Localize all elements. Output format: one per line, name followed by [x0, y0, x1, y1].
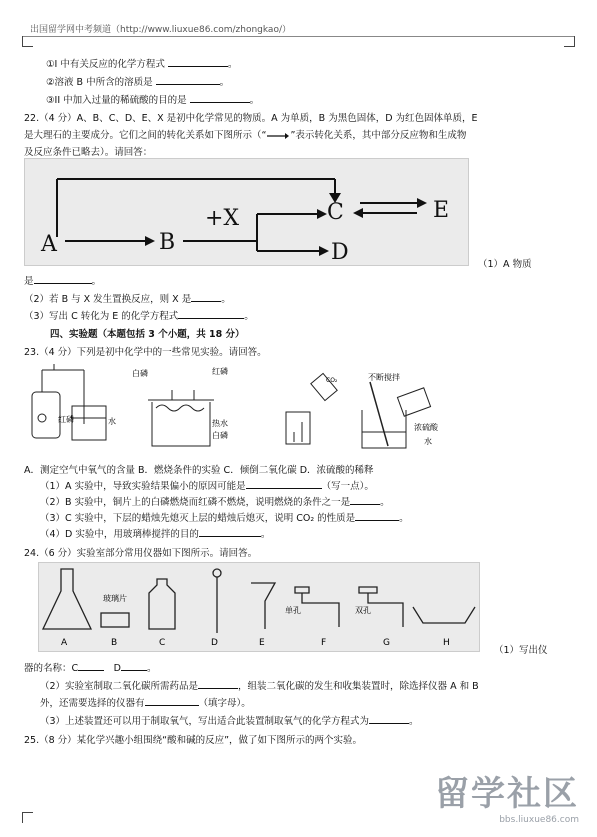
- arrow-head: [317, 209, 327, 219]
- node-e: E: [433, 198, 450, 223]
- q22-1-b: 是 。: [24, 276, 102, 287]
- answer-blank: [34, 274, 92, 284]
- label-e: E: [259, 638, 265, 648]
- answer-blank: [355, 511, 399, 521]
- answer-blank: [78, 661, 104, 671]
- q25-stem: 25.（8 分）某化学兴趣小组围绕“酸和碱的反应”，做了如下图所示的两个实验。: [24, 735, 363, 746]
- q24-2-b: 外，还需要选择的仪器有 （填字母）。: [40, 698, 251, 709]
- answer-blank: [350, 495, 380, 505]
- glass-plate-b: [101, 613, 129, 627]
- q22-3: （3）写出 C 转化为 E 的化学方程式 。: [24, 311, 254, 322]
- q24-2-a: （2）实验室制取二氧化碳所需药品是 ，组装二氧化碳的发生和收集装置时，除选择仪器 A 和 B: [40, 681, 479, 692]
- arrow-head: [417, 198, 427, 208]
- text-line-3: ③II 中加入过量的稀硫酸的目的是 。: [46, 95, 260, 106]
- corner-mark-tl: [22, 36, 33, 47]
- label-conc-acid: 浓硫酸: [414, 423, 438, 432]
- q22-diagram-svg: [25, 159, 468, 265]
- arrow-head: [145, 236, 155, 246]
- q23-4: （4）D 实验中，用玻璃棒搅拌的目的 。: [40, 529, 271, 540]
- q23-options: A．测定空气中氧气的含量 B．燃烧条件的实验 C．倾倒二氧化碳 D．浓硫酸的稀释: [24, 465, 374, 476]
- single-hole-f: [295, 587, 339, 627]
- label-h: H: [443, 638, 450, 648]
- q24-3: （3）上述装置还可以用于制取氧气，写出适合此装置制取氧气的化学方程式为 。: [40, 716, 419, 727]
- q23-stem: 23.（4 分）下列是初中化学中的一些常见实验。请回答。: [24, 347, 267, 358]
- answer-blank: [198, 679, 238, 689]
- q22-1-a: （1）A 物质: [478, 259, 532, 270]
- q24-figure-svg: [39, 563, 479, 651]
- answer-blank: [246, 479, 322, 489]
- reagent-x: +X: [205, 206, 240, 231]
- node-c: C: [327, 200, 344, 225]
- text-line-2: ②溶液 B 中所含的溶质是 。: [46, 77, 230, 88]
- node-a: A: [41, 232, 57, 257]
- q22-line-b: 是大理石的主要成分。它们之间的转化关系如下图所示（“ ”表示转化关系，其中部分反应物和生成物: [24, 130, 467, 141]
- q22-line-a: 22.（4 分）A、B、C、D、E、X 是初中化学常见的物质。A 为单质，B 为黑色固体，D 为红色固体单质，E: [24, 113, 478, 124]
- node-d: D: [331, 240, 349, 265]
- arrow-head: [319, 246, 329, 256]
- corner-mark-tr: [564, 36, 575, 47]
- label-d: D: [211, 638, 218, 648]
- funnel-e: [251, 583, 275, 629]
- section-4-title: 四、实验题（本题包括 3 个小题，共 18 分）: [50, 329, 245, 340]
- label-red-phosphorus: 红磷: [58, 415, 74, 424]
- beaker-a: [72, 406, 106, 440]
- q24-1-b: 器的名称：C D 。: [24, 663, 157, 674]
- label-co2: CO₂: [326, 377, 338, 384]
- q22-diagram: [24, 158, 469, 266]
- label-water: 水: [108, 417, 116, 426]
- label-white-phosphorus-2: 白磷: [212, 431, 228, 440]
- q22-2: （2）若 B 与 X 发生置换反应，则 X 是 。: [24, 294, 231, 305]
- label-c: C: [159, 638, 166, 648]
- site-watermark: [435, 766, 579, 825]
- answer-blank: [145, 696, 199, 706]
- label-b: B: [111, 638, 118, 648]
- answer-blank: [156, 75, 220, 85]
- label-double-hole: 双孔: [355, 606, 371, 615]
- q23-3: （3）C 实验中，下层的蜡烛先熄灭上层的蜡烛后熄灭，说明 CO₂ 的性质是 。: [40, 513, 409, 524]
- answer-blank: [121, 661, 147, 671]
- arrow-symbol-icon: [267, 132, 289, 140]
- flask-a: [43, 569, 91, 629]
- label-stir: 不断搅拌: [368, 373, 400, 382]
- label-glass-plate: 玻璃片: [103, 594, 127, 603]
- q24-1-a: （1）写出仪: [494, 645, 548, 656]
- answer-blank: [168, 57, 228, 67]
- q23-figure: [24, 362, 454, 458]
- q22-line-c: 及反应条件已略去）。请回答：: [24, 147, 153, 158]
- label-white-phosphorus: 白磷: [132, 369, 148, 378]
- q24-stem: 24.（6 分）实验室部分常用仪器如下图所示。请回答。: [24, 548, 258, 559]
- label-g: G: [383, 638, 390, 648]
- node-b: B: [159, 230, 176, 255]
- label-f: F: [321, 638, 327, 648]
- answer-blank: [190, 93, 250, 103]
- header-rule: [22, 36, 574, 37]
- trough-h: [413, 607, 475, 623]
- q24-figure: [38, 562, 480, 652]
- label-red-phosphorus-2: 红磷: [212, 367, 228, 376]
- label-hot-water: 热水: [212, 419, 228, 428]
- acid-bottle: [397, 388, 430, 416]
- label-single-hole: 单孔: [285, 606, 301, 615]
- watermark-logo: 留学社区: [435, 774, 579, 814]
- bottle-a: [32, 392, 60, 438]
- watermark-url: bbs.liuxue86.com: [499, 815, 579, 825]
- answer-blank: [369, 714, 409, 724]
- label-water-2: 水: [424, 437, 432, 446]
- text-line-1: ①I 中有关反应的化学方程式 。: [46, 59, 238, 70]
- q23-1: （1）A 实验中，导致实验结果偏小的原因可能是 （写一点）。: [40, 481, 374, 492]
- arrow-head: [353, 208, 363, 218]
- page-header: 出国留学网中考频道（http://www.liuxue86.com/zhongkao/）: [30, 25, 291, 35]
- beaker-c: [286, 412, 310, 444]
- corner-mark-bl: [22, 812, 33, 823]
- q23-2: （2）B 实验中，铜片上的白磷燃烧而红磷不燃烧，说明燃烧的条件之一是 。: [40, 497, 390, 508]
- label-a: A: [61, 638, 68, 648]
- answer-blank: [178, 309, 244, 319]
- bottle-c: [149, 579, 175, 629]
- answer-blank: [199, 527, 261, 537]
- answer-blank: [191, 292, 221, 302]
